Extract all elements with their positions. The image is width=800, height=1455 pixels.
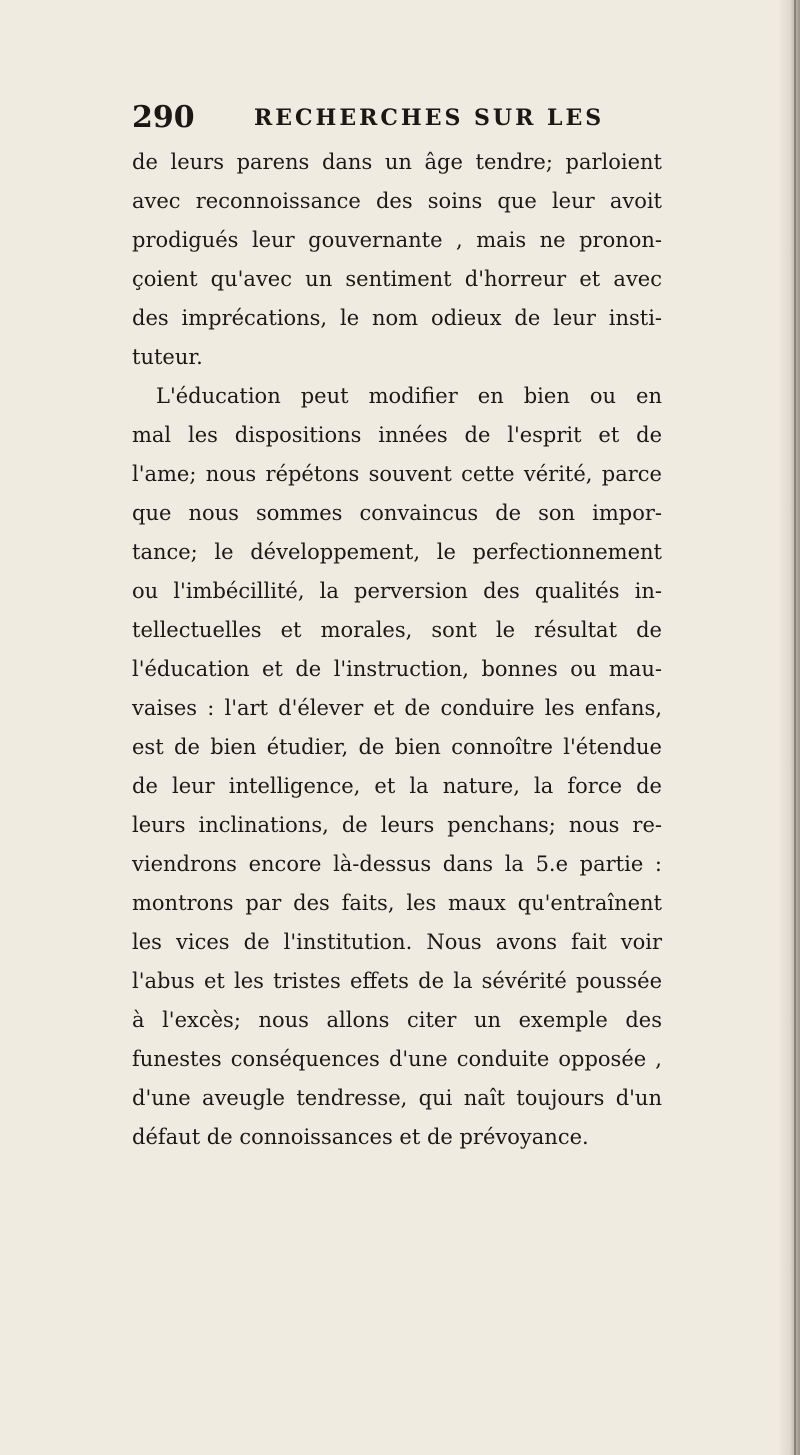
text-line: l'éducation et de l'instruction, bonnes ou mau-: [132, 657, 662, 681]
running-title: RECHERCHES SUR LES: [254, 105, 605, 131]
text-line: tellectuelles et morales, sont le résultat de: [132, 618, 662, 642]
text-line: tuteur.: [132, 345, 203, 369]
text-line: l'abus et les tristes effets de la sévérité poussée: [132, 969, 662, 993]
text-line: viendrons encore là-dessus dans la 5.e partie :: [132, 852, 662, 876]
text-line: leurs inclinations, de leurs penchans; nous re-: [132, 813, 662, 837]
text-line: à l'excès; nous allons citer un exemple des: [132, 1008, 662, 1032]
text-line: d'une aveugle tendresse, qui naît toujours d'un: [132, 1086, 662, 1110]
text-line: que nous sommes convaincus de son impor-: [132, 501, 662, 525]
text-line: ou l'imbécillité, la perversion des qualités in-: [132, 579, 662, 603]
text-line: avec reconnoissance des soins que leur avoit: [132, 189, 662, 213]
text-line: çoient qu'avec un sentiment d'horreur et avec: [132, 267, 662, 291]
text-line: les vices de l'institution. Nous avons fait voir: [132, 930, 662, 954]
page-header: [132, 98, 652, 138]
text-line: vaises : l'art d'élever et de conduire les enfans,: [132, 696, 662, 720]
text-line: montrons par des faits, les maux qu'entraînent: [132, 891, 662, 915]
text-line: prodigués leur gouvernante , mais ne pronon-: [132, 228, 662, 252]
text-line: des imprécations, le nom odieux de leur insti-: [132, 306, 662, 330]
text-line: tance; le développement, le perfectionnement: [132, 540, 662, 564]
text-line: défaut de connoissances et de prévoyance.: [132, 1125, 589, 1149]
text-line: l'ame; nous répétons souvent cette vérité, parce: [132, 462, 662, 486]
text-line: de leurs parens dans un âge tendre; parloient: [132, 150, 662, 174]
page-number: 290: [132, 100, 195, 135]
page-edge-line: [794, 0, 796, 1455]
text-line: de leur intelligence, et la nature, la force de: [132, 774, 662, 798]
page-edge-shadow: [778, 0, 800, 1455]
text-line: L'éducation peut modifier en bien ou en: [156, 384, 662, 408]
text-line: mal les dispositions innées de l'esprit et de: [132, 423, 662, 447]
body-text: [132, 143, 662, 1157]
text-line: est de bien étudier, de bien connoître l'étendue: [132, 735, 662, 759]
text-line: funestes conséquences d'une conduite opposée ,: [132, 1047, 662, 1071]
